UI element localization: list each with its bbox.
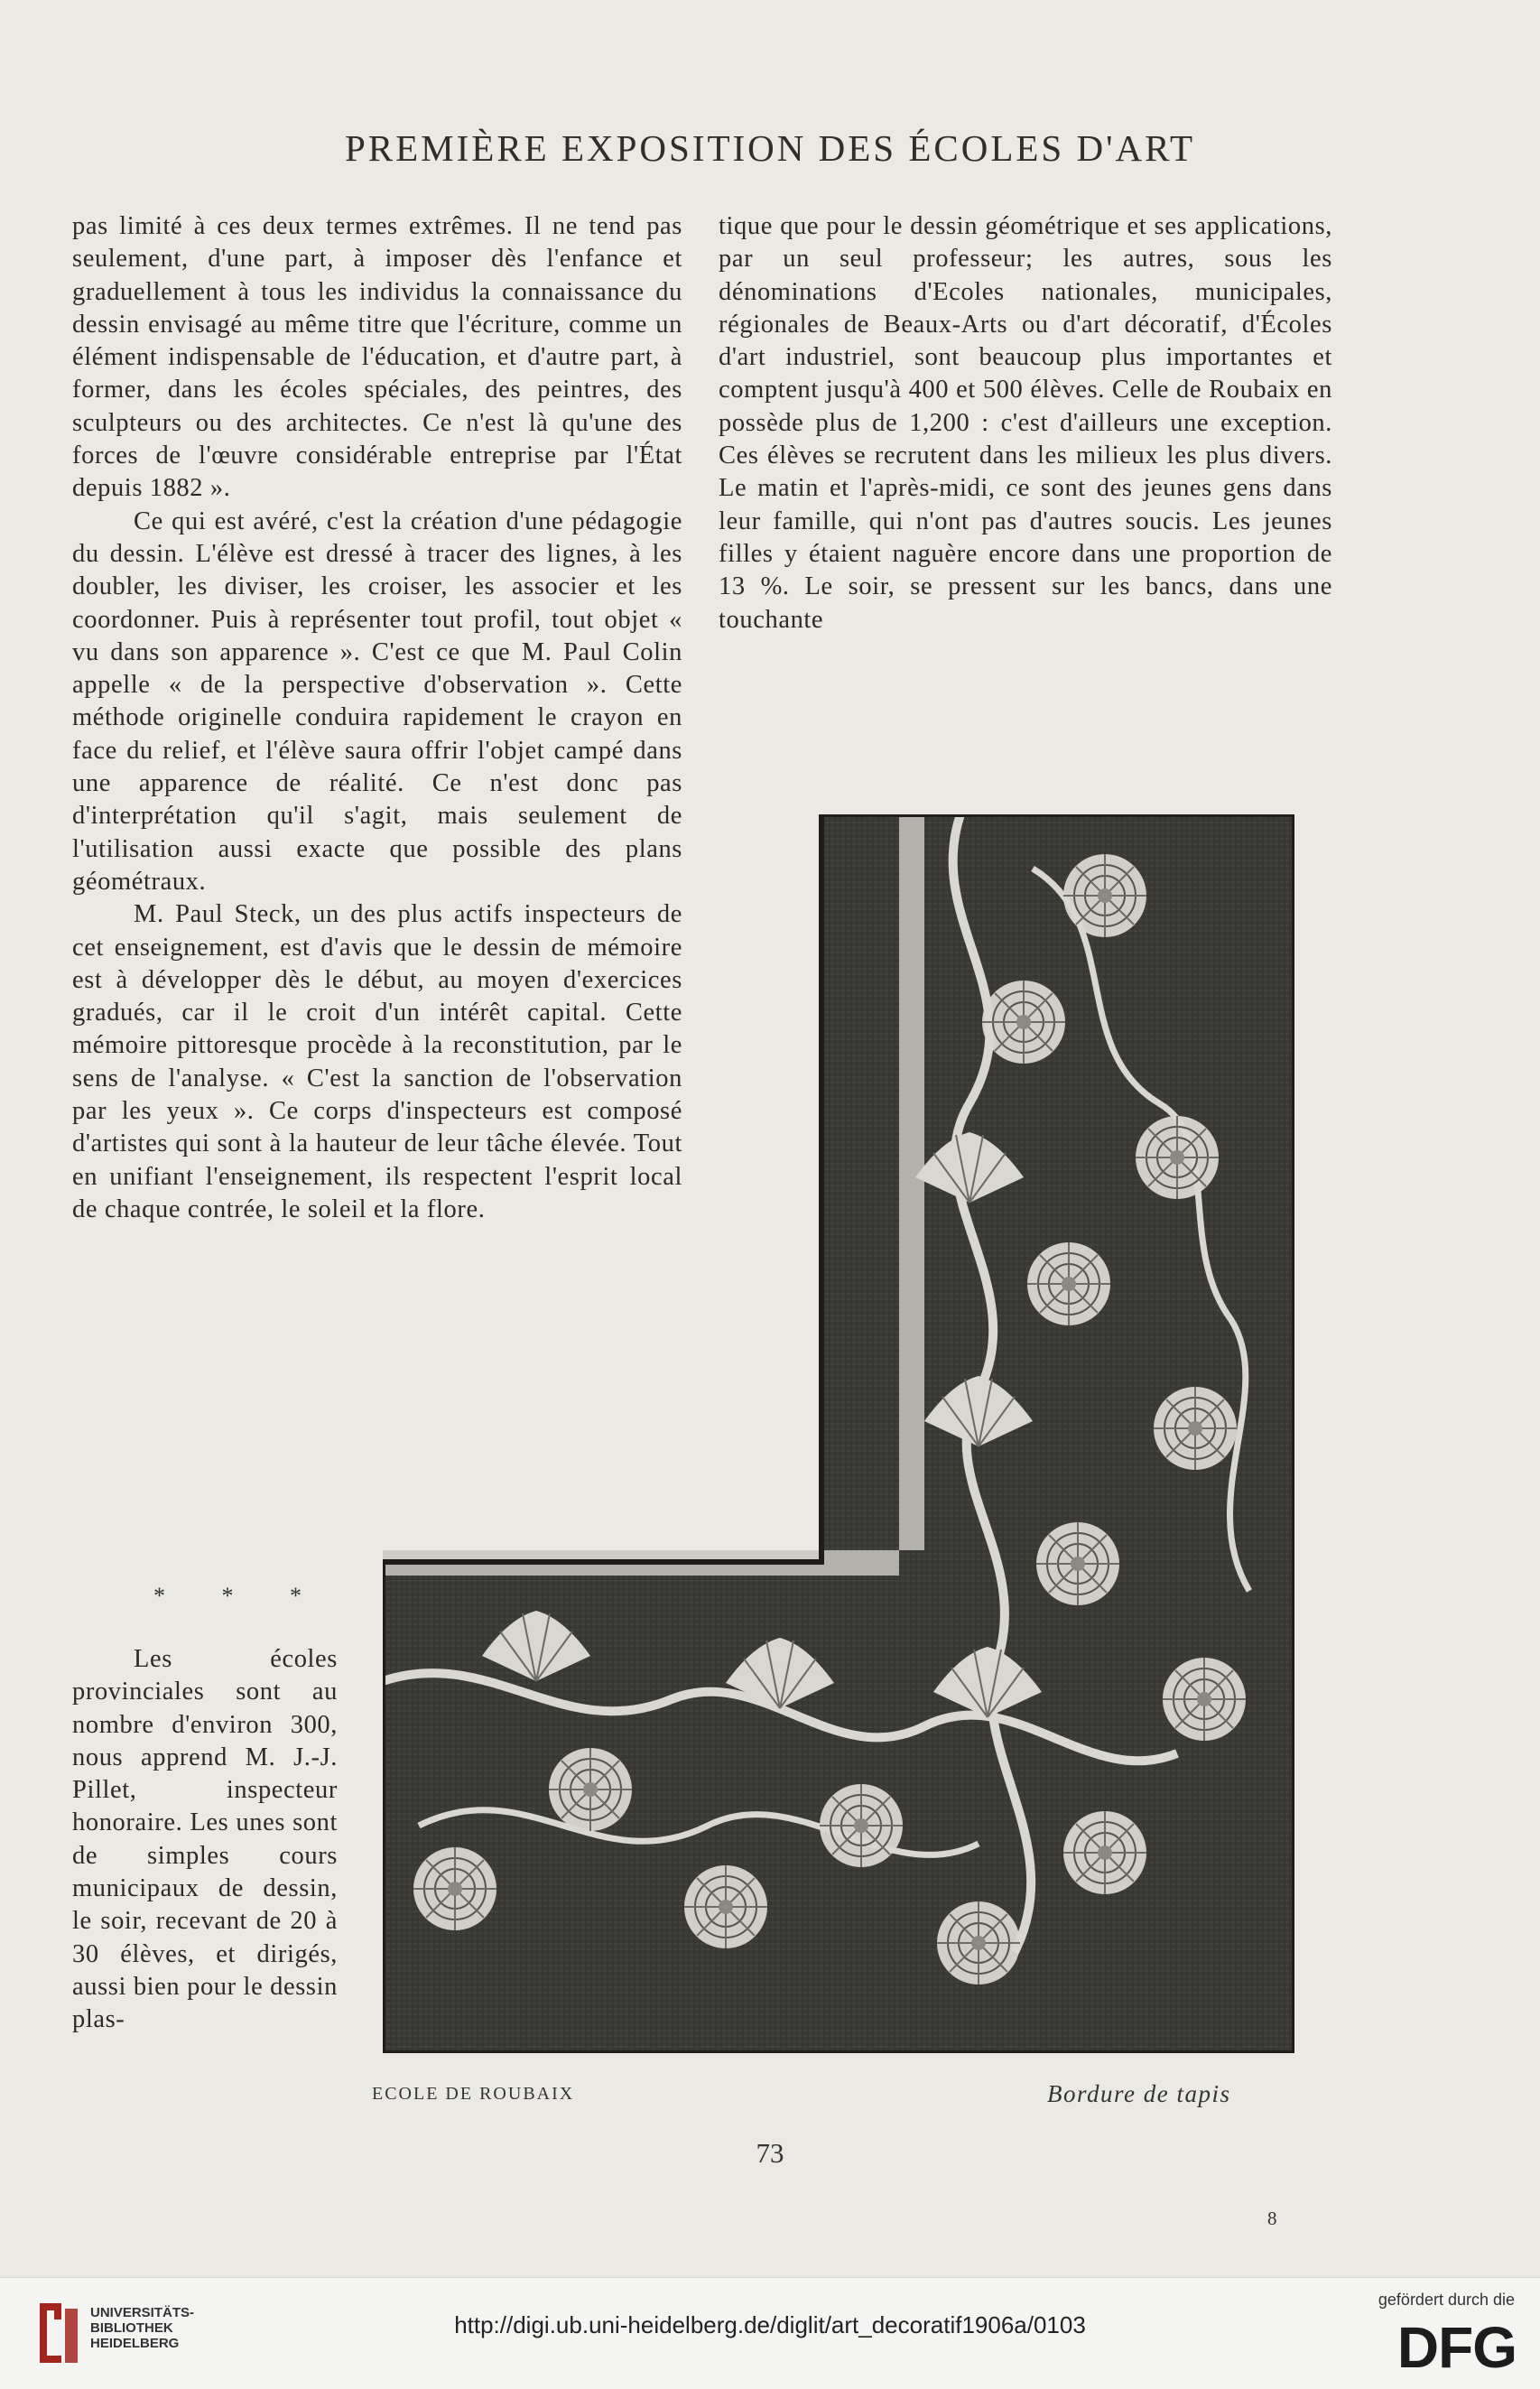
library-name-line: UNIVERSITÄTS- [90, 2305, 195, 2320]
library-name-line: BIBLIOTHEK [90, 2320, 173, 2336]
paragraph: tique que pour le dessin géométrique et ses applications, par un seul professeur; les autres, sous les dénominations d'Ecoles nationales, municipales, régionales de Beaux-Arts ou d'art décoratif, d'Écoles d'art industriel, sont beaucoup plus importantes et comptent jusqu'à 400 et 500 élèves. Celle de Roubaix en possède plus de 1,200 : c'est d'ailleurs une exception. Ces élèves se recrutent dans les milieux les plus divers. Le matin et l'après-midi, ce sont des jeunes gens dans leur famille, qui n'ont pas d'autres soucis. Les jeunes filles y étaient naguère encore dans une proportion de 13 %. Le soir, se pressent sur les bancs, dans une touchante [719, 212, 1332, 634]
carpet-border-illustration [383, 814, 1294, 2053]
section-break: * * * [153, 1583, 327, 1609]
paragraph: Ce qui est avéré, c'est la création d'une pédagogie du dessin. L'élève est dressé à tracer des lignes, à les doubler, les diviser, les croiser, les associer et les coordonner. Puis à représenter tout profil, tout objet « vu dans son apparence ». C'est ce que M. Paul Colin appelle « de la perspective d'observation ». Cette méthode originelle conduira rapidement le crayon en face du relief, et l'élève saura offrir l'objet campé dans une apparence de réalité. Ce n'est donc pas d'interprétation qu'il s'agit, mais seulement de l'utilisation aussi exacte que possible des plans géométraux. [72, 507, 682, 896]
paragraph: pas limité à ces deux termes extrêmes. Il ne tend pas seulement, d'une part, à imposer dès l'enfance et graduellement à tous les individus la connaissance du dessin envisagé au même titre que l'écriture, comme un élément indispensable de l'éducation, et d'autre part, à former, dans les écoles spéciales, des peintres, des sculpteurs ou des architectes. Ce n'est là qu'une des forces de l'œuvre considérable entreprise par l'État depuis 1882 ». [72, 212, 682, 503]
paragraph: M. Paul Steck, un des plus actifs inspecteurs de cet enseignement, est d'avis que le dessin de mémoire est à développer dès le début, au moyen d'exercices gradués, car il le croit d'un intérêt capital. Cette mémoire pittoresque procède à la reconstitution, par le sens de l'analyse. « C'est la sanction de l'observation par les yeux ». Ce corps d'inspecteurs est composé d'artistes qui sont à la hauteur de leur tâche élevée. Tout en unifiant l'enseignement, ils respectent l'esprit local de chaque contrée, le soleil et la flore. [72, 900, 682, 1223]
page-number: 73 [756, 2137, 784, 2169]
right-column [719, 210, 1332, 637]
running-title: PREMIÈRE EXPOSITION DES ÉCOLES D'ART [344, 127, 1196, 169]
figure-caption-school: ECOLE DE ROUBAIX [372, 2084, 575, 2104]
figure-caption-title: Bordure de tapis [1047, 2080, 1231, 2107]
narrow-column [72, 1643, 338, 2037]
dfg-logo: DFG [1396, 2315, 1517, 2380]
library-name-line: HEIDELBERG [90, 2336, 180, 2351]
carpet-border-svg [383, 814, 1294, 2053]
signature-mark: 8 [1267, 2208, 1277, 2229]
funded-by-label: gefördert durch die [1378, 2291, 1515, 2309]
permalink-url[interactable]: http://digi.ub.uni-heidelberg.de/diglit/art_decoratif1906a/0103 [454, 2311, 1086, 2338]
digitization-footer [0, 2277, 1540, 2389]
paragraph: Les écoles provinciales sont au nombre d'environ 300, nous apprend M. J.-J. Pillet, inspecteur honoraire. Les unes sont de simples cours municipaux de dessin, le soir, recevant de 20 à 30 élèves, et dirigés, aussi bien pour le dessin plas- [72, 1645, 338, 2034]
